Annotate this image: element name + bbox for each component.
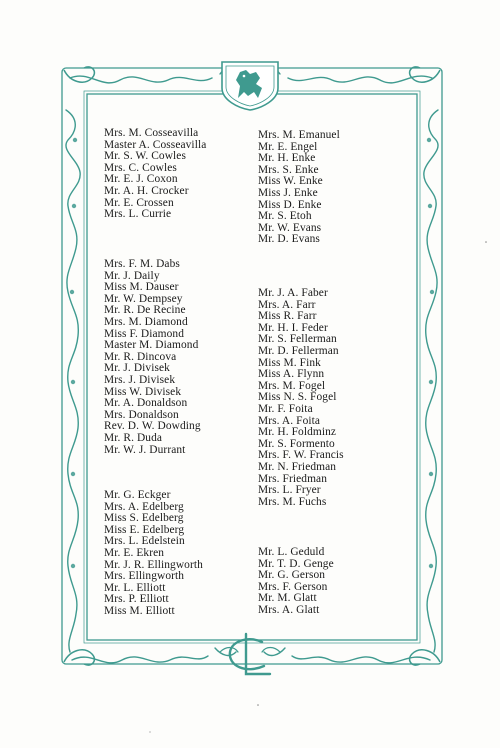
passenger-name: Mr. W. Evans bbox=[258, 221, 322, 234]
passenger-name: Miss N. S. Fogel bbox=[258, 391, 337, 404]
passenger-name: Mr. G. Gerson bbox=[258, 569, 326, 582]
passenger-name: Mrs. L. Edelstein bbox=[104, 535, 185, 548]
passenger-name: Mrs. A. Foita bbox=[258, 414, 321, 427]
passenger-name: Miss J. Enke bbox=[258, 186, 318, 199]
passenger-name: Mr. H. Enke bbox=[258, 152, 316, 165]
passenger-name: Mrs. M. Fuchs bbox=[258, 495, 327, 508]
passenger-name: Mr. S. W. Cowles bbox=[104, 150, 186, 163]
passenger-name: Miss A. Flynn bbox=[258, 368, 325, 381]
passenger-name: Mr. A. H. Crocker bbox=[104, 184, 189, 197]
name-group-e bbox=[104, 490, 203, 618]
passenger-name: Miss E. Edelberg bbox=[104, 523, 185, 536]
passenger-name: Mr. E. Ekren bbox=[104, 546, 165, 559]
passenger-name: Mr. A. Donaldson bbox=[104, 397, 188, 410]
passenger-name: Mr. G. Eckger bbox=[104, 489, 171, 501]
passenger-name: Mr. H. Foldminz bbox=[258, 426, 337, 439]
passenger-name: Mrs. F. W. Francis bbox=[258, 449, 344, 462]
passenger-name: Miss R. Farr bbox=[258, 310, 317, 323]
passenger-name: Mrs. M. Diamond bbox=[104, 315, 188, 328]
name-group-c bbox=[104, 128, 206, 221]
passenger-name: Miss M. Fink bbox=[258, 356, 321, 369]
passenger-name: Miss D. Enke bbox=[258, 198, 322, 211]
passenger-name: Mr. H. I. Feder bbox=[258, 321, 328, 334]
passenger-name: Mr. J. Divisek bbox=[104, 362, 170, 375]
passenger-name: Mrs. Friedman bbox=[258, 472, 328, 485]
name-group-d bbox=[104, 259, 201, 456]
passenger-name: Miss F. Diamond bbox=[104, 327, 185, 340]
passenger-name: Rev. D. W. Dowding bbox=[104, 420, 201, 433]
passenger-name: Mr. D. Fellerman bbox=[258, 344, 339, 357]
passenger-name: Mr. S. Fellerman bbox=[258, 333, 337, 346]
passenger-name: Mr. N. Friedman bbox=[258, 460, 337, 473]
passenger-name: Mrs. A. Edelberg bbox=[104, 500, 184, 513]
passenger-name: Mrs. S. Enke bbox=[258, 163, 319, 176]
passenger-name: Miss W. Divisek bbox=[104, 385, 182, 398]
passenger-name: Mrs. M. Emanuel bbox=[258, 129, 340, 141]
passenger-name: Mr. J. A. Faber bbox=[258, 287, 328, 299]
passenger-name: Master M. Diamond bbox=[104, 339, 199, 352]
passenger-name: Mr. R. Duda bbox=[104, 431, 163, 444]
passenger-name: Miss W. Enke bbox=[258, 175, 323, 188]
passenger-name: Mr. E. J. Coxon bbox=[104, 173, 178, 186]
passenger-name: Mrs. C. Cowles bbox=[104, 161, 177, 174]
name-group-e-cont bbox=[258, 130, 340, 246]
passenger-name: Mrs. F. M. Dabs bbox=[104, 258, 180, 270]
passenger-name: Mrs. M. Fogel bbox=[258, 379, 326, 392]
passenger-name: Mr. D. Evans bbox=[258, 233, 320, 246]
passenger-name: Mrs. J. Divisek bbox=[104, 373, 176, 386]
passenger-name: Mrs. L. Currie bbox=[104, 208, 172, 221]
passenger-name: Mr. W. Dempsey bbox=[104, 292, 183, 305]
passenger-name: Mr. R. De Recine bbox=[104, 304, 186, 317]
passenger-name: Mr. S. Formento bbox=[258, 437, 335, 450]
passenger-name: Mrs. A. Farr bbox=[258, 298, 316, 311]
passenger-name: Mr. R. Dincova bbox=[104, 350, 177, 363]
passenger-name: Miss M. Elliott bbox=[104, 604, 175, 617]
passenger-name: Mr. J. Daily bbox=[104, 269, 160, 282]
passenger-name: Mrs. A. Glatt bbox=[258, 603, 320, 616]
passenger-name: Mrs. P. Elliott bbox=[104, 593, 169, 606]
passenger-name: Mr. T. D. Genge bbox=[258, 557, 334, 570]
passenger-name: Mr. L. Geduld bbox=[258, 546, 325, 558]
passenger-name: Mr. J. R. Ellingworth bbox=[104, 558, 203, 571]
passenger-name: Mr. M. Glatt bbox=[258, 592, 317, 605]
passenger-name: Miss M. Dauser bbox=[104, 281, 179, 294]
passenger-name: Mrs. L. Fryer bbox=[258, 484, 321, 497]
passenger-name: Miss S. Edelberg bbox=[104, 512, 184, 525]
name-group-f bbox=[258, 288, 344, 508]
passenger-name: Mr. F. Foita bbox=[258, 402, 313, 415]
passenger-name: Mrs. Ellingworth bbox=[104, 570, 185, 583]
passenger-name: Mr. S. Etoh bbox=[258, 210, 312, 223]
passenger-name: Master A. Cosseavilla bbox=[104, 138, 207, 151]
passenger-name: Mrs. M. Cosseavilla bbox=[104, 127, 199, 139]
passenger-name: Mrs. F. Gerson bbox=[258, 580, 328, 593]
passenger-name: Mrs. Donaldson bbox=[104, 408, 179, 421]
passenger-name: Mr. E. Engel bbox=[258, 140, 318, 153]
passenger-name: Mr. L. Elliott bbox=[104, 581, 166, 594]
lion-rampant-crest-icon bbox=[222, 62, 278, 110]
passenger-name: Mr. E. Crossen bbox=[104, 196, 174, 209]
passenger-name: Mr. W. J. Durrant bbox=[104, 443, 186, 456]
name-group-g bbox=[258, 547, 334, 617]
